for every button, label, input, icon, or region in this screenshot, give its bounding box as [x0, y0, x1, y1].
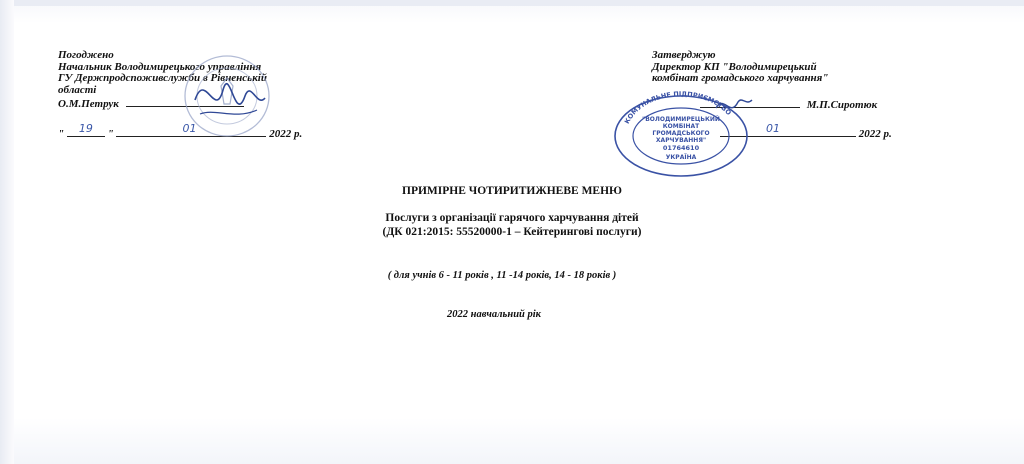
stamp-outer-text: КОМУНАЛЬНЕ ПІДПРИЄМСТВО — [622, 89, 733, 126]
agreed-position-line-1: Начальник Володимирецького управління — [58, 60, 262, 73]
stamp-line-4: ХАРЧУВАННЯ" — [655, 137, 707, 144]
stamp-country: УКРАЇНА — [665, 154, 697, 161]
stamp-line-1: "ВОЛОДИМИРЕЦЬКИЙ — [642, 116, 720, 123]
date-day-handwritten: 19 — [78, 122, 93, 135]
stamp-line-3: ГРОМАДСЬКОГО — [652, 130, 710, 137]
approved-block — [652, 50, 972, 85]
date-year: 2022 р. — [269, 128, 303, 140]
date-day-line — [67, 122, 105, 137]
approved-signatory: М.П.Сиротюк — [806, 99, 878, 111]
date-open-quote: " — [58, 128, 65, 140]
page-title: ПРИМІРНЕ ЧОТИРИТИЖНЕВЕ МЕНЮ — [402, 185, 622, 197]
age-groups: ( для учнів 6 - 11 років , 11 -14 років, 14 - 18 років ) — [387, 270, 617, 281]
approved-heading: Затверджую — [652, 49, 716, 61]
service-code: (ДК 021:2015: 55520000-1 – Кейтерингові послуги) — [382, 226, 642, 238]
academic-year: 2022 навчальний рік — [447, 309, 541, 320]
stamp-code: 01764610 — [662, 144, 700, 152]
faint-seal-icon — [175, 50, 275, 142]
approved-date-year: 2022 р. — [858, 128, 892, 140]
scan-edge-top — [0, 0, 1024, 6]
service-subtitle: Послуги з організації гарячого харчування дітей — [385, 212, 639, 224]
date-close-quote: " — [107, 128, 114, 140]
agreed-signatory: О.М.Петрук — [58, 96, 378, 111]
approved-date-month-handwritten: 01 — [766, 122, 780, 135]
date-month-handwritten: 01 — [182, 122, 197, 135]
agreed-heading: Погоджено — [58, 49, 114, 61]
round-stamp-icon — [606, 88, 756, 178]
stamp-line-2: КОМБІНАТ — [662, 123, 700, 130]
approved-position-line-1: Директор КП "Володимирецький — [652, 60, 817, 73]
agreed-position-line-3: області — [58, 83, 97, 96]
approved-position-line-2: комбінат громадського харчування" — [652, 72, 829, 84]
agreed-position-line-2: ГУ Держпродспоживслужби в Рівненській — [58, 72, 267, 84]
